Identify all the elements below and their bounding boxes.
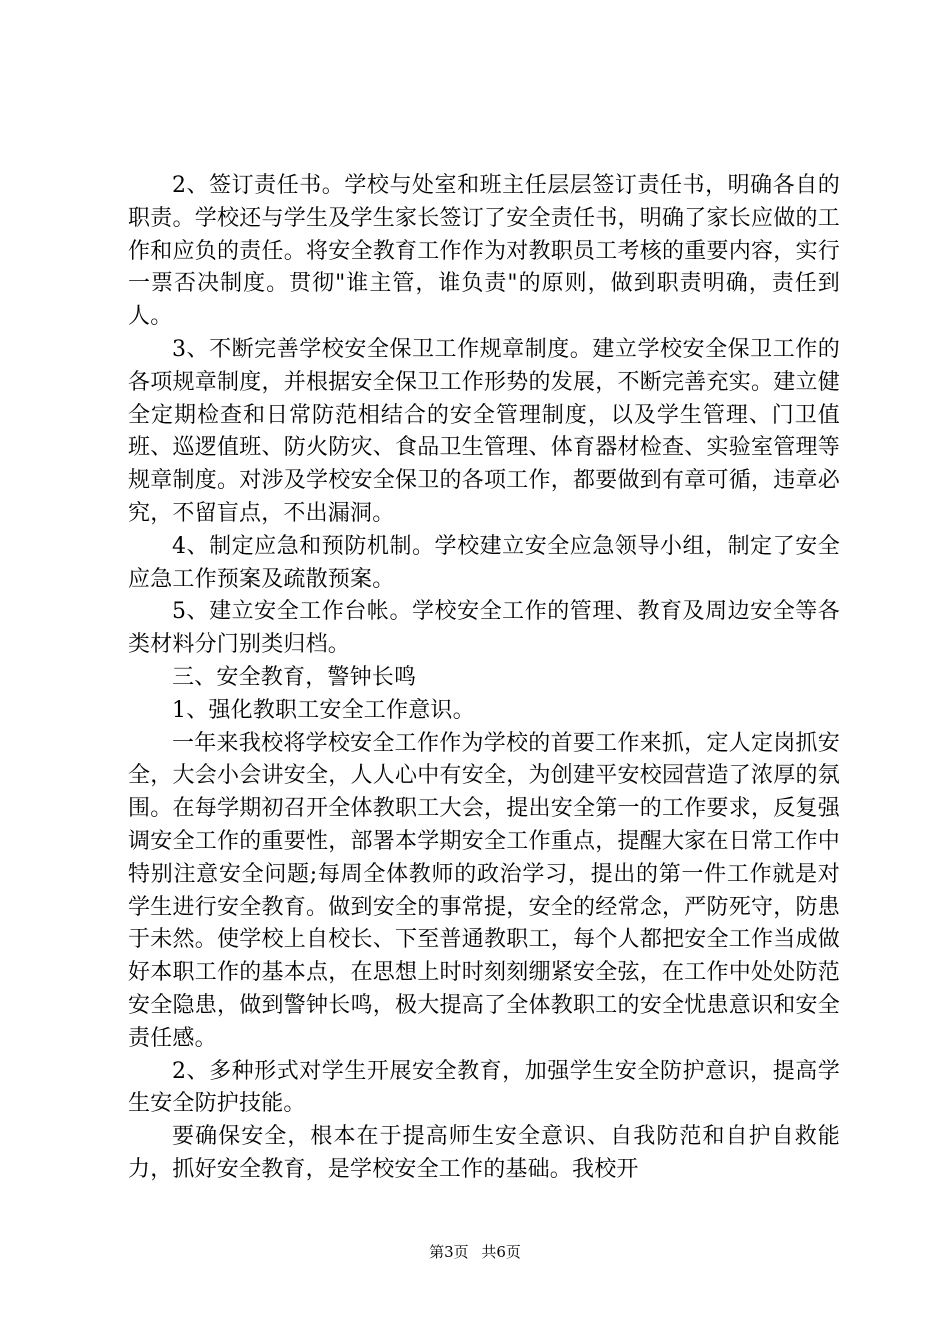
section-heading-safety-education: 三、安全教育，警钟长鸣 — [172, 664, 417, 690]
page-number-current: 第3页 — [429, 1243, 469, 1261]
subheading-student-education: 2、多种形式对学生开展安全教育，加强学生安全防护意识，提高学生安全防护技能。 — [128, 1058, 840, 1117]
page-footer — [0, 1242, 950, 1262]
paragraph-emergency-mechanism: 4、制定应急和预防机制。学校建立安全应急领导小组，制定了安全应急工作预案及疏散预案。 — [128, 533, 840, 592]
paragraph-staff-awareness: 一年来我校将学校安全工作作为学校的首要工作来抓，定人定岗抓安全，大会小会讲安全，人人心中有安全，为创建平安校园营造了浓厚的氛围。在每学期初召开全体教职工大会，提出安全第一的工作要求，反复强调安全工作的重要性，部署本学期安全工作重点，提醒大家在日常工作中特别注意安全问题;每周全体教师的政治学习，提出的第一件工作就是对学生进行安全教育。做到安全的事常提，安全的经常念，严防死守，防患于未然。使学校上自校长、下至普通教职工，每个人都把安全工作当成做好本职工作的基本点，在思想上时时刻刻绷紧安全弦，在工作中处处防范安全隐患，做到警钟长鸣，极大提高了全体教职工的安全忧患意识和安全责任感。 — [128, 730, 840, 1051]
document-body — [128, 170, 840, 1187]
subheading-staff-awareness: 1、强化教职工安全工作意识。 — [172, 697, 475, 723]
paragraph-student-education: 要确保安全，根本在于提高师生安全意识、自我防范和自护自救能力，抓好安全教育，是学校安全工作的基础。我校开 — [128, 1124, 840, 1182]
paragraph-safety-ledger: 5、建立安全工作台帐。学校安全工作的管理、教育及周边安全等各类材料分门别类归档。 — [128, 599, 840, 658]
paragraph-responsibility-letter: 2、签订责任书。学校与处室和班主任层层签订责任书，明确各自的职责。学校还与学生及学生家长签订了安全责任书，明确了家长应做的工作和应负的责任。将安全教育工作作为对教职员工考核的重要内容，实行一票否决制度。贯彻"谁主管，谁负责"的原则，做到职责明确，责任到人。 — [128, 173, 840, 330]
page-number-total: 共6页 — [481, 1243, 521, 1261]
paragraph-security-rules: 3、不断完善学校安全保卫工作规章制度。建立学校安全保卫工作的各项规章制度，并根据安全保卫工作形势的发展，不断完善充实。建立健全定期检查和日常防范相结合的安全管理制度，以及学生管理、门卫值班、巡逻值班、防火防灾、食品卫生管理、体育器材检查、实验室管理等规章制度。对涉及学校安全保卫的各项工作，都要做到有章可循，违章必究，不留盲点，不出漏洞。 — [128, 336, 840, 526]
